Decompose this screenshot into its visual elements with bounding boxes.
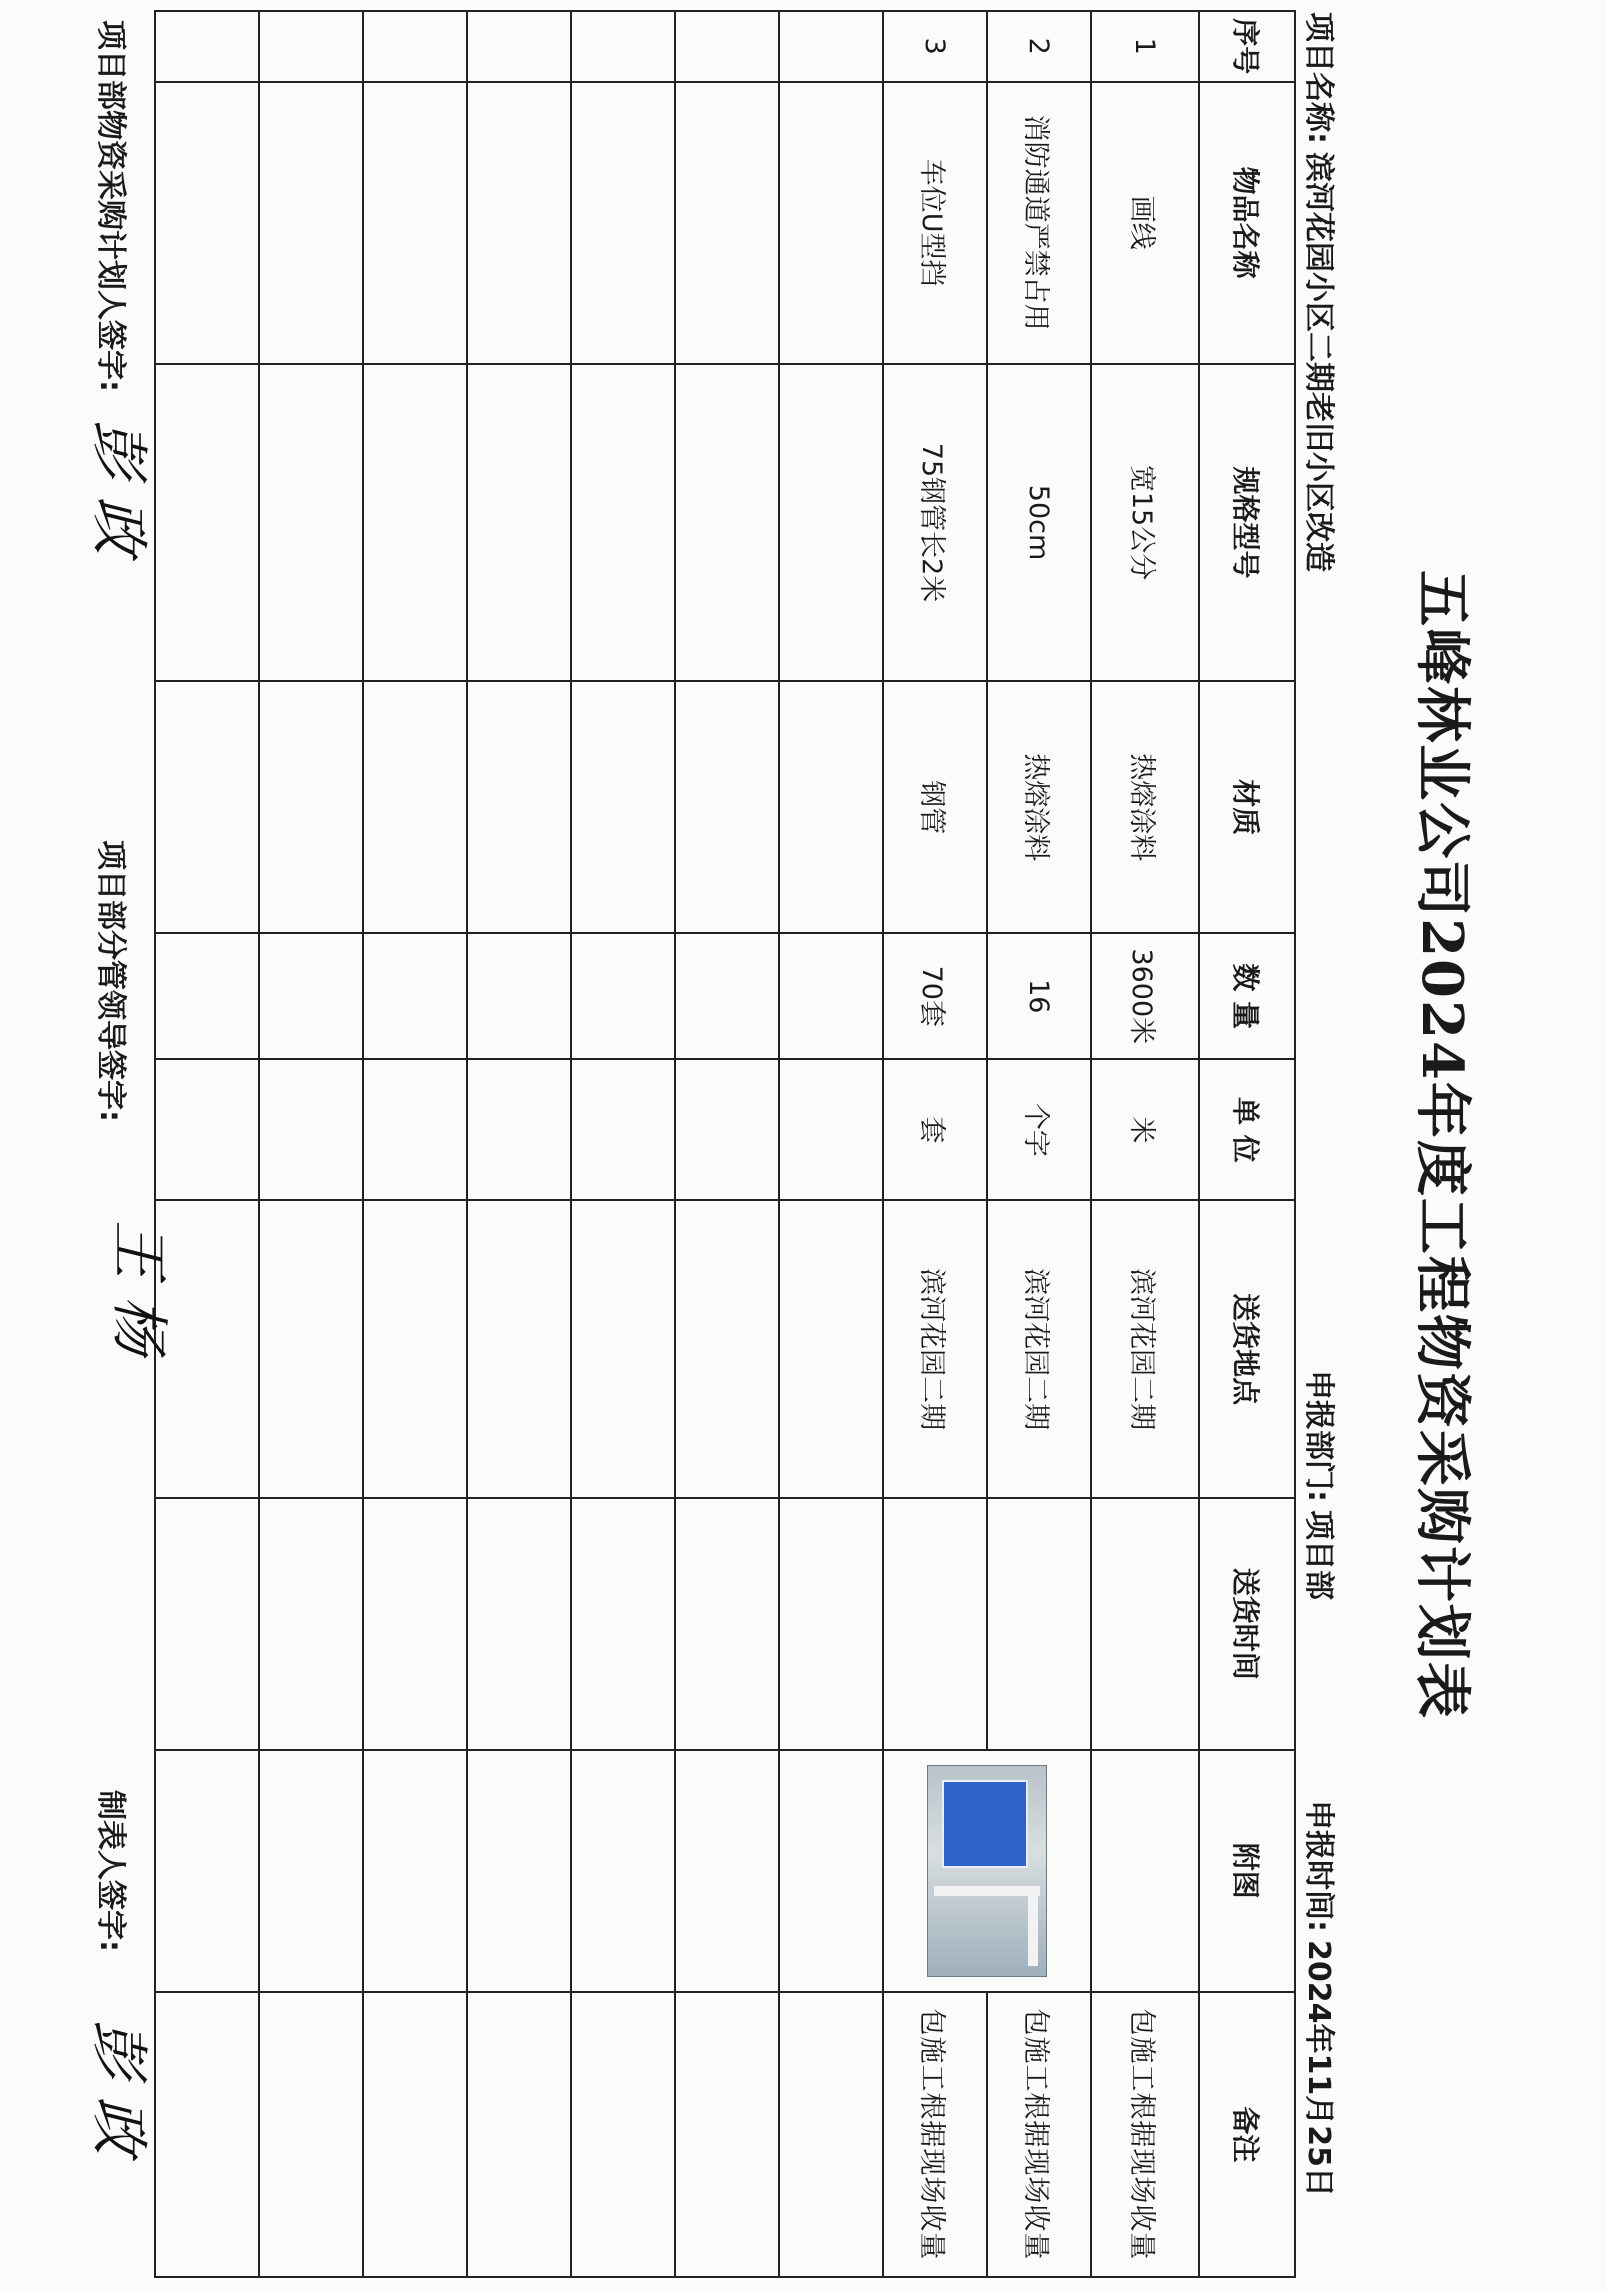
- cell-place: 滨河花园二期: [1091, 1200, 1199, 1497]
- table-row-empty: [259, 11, 363, 2277]
- maker-signature: 彭 政: [85, 2020, 153, 2155]
- cell-time: [883, 1498, 987, 1750]
- department-value: 项目部: [1301, 1510, 1336, 1600]
- col-header-remark: 备注: [1199, 1992, 1295, 2277]
- col-header-no: 序号: [1199, 11, 1295, 82]
- report-date-value: 2024年11月25日: [1301, 1940, 1336, 2197]
- table-row-empty: [675, 11, 779, 2277]
- cell-name: 车位U型挡: [883, 82, 987, 364]
- col-header-attachment: 附图: [1199, 1750, 1295, 1992]
- col-header-time: 送货时间: [1199, 1498, 1295, 1750]
- table-row: [1091, 11, 1199, 2277]
- cell-no: 2: [987, 11, 1091, 82]
- cell-spec: 50cm: [987, 364, 1091, 682]
- barrier-pole-shape: [934, 1886, 1040, 1896]
- planner-signature-label: 项目部物资采购计划人签字:: [93, 20, 128, 392]
- cell-remark: 包施工根据现场收量: [883, 1992, 987, 2277]
- leader-signature: 王 杨: [105, 1220, 173, 1355]
- report-date-label: 申报时间:: [1301, 1800, 1336, 1932]
- cell-name: 消防通道严禁占用: [987, 82, 1091, 364]
- cell-time: [1091, 1498, 1199, 1750]
- maker-signature-label: 制表人签字:: [93, 1790, 128, 1952]
- cell-unit: 套: [883, 1059, 987, 1200]
- cell-remark: 包施工根据现场收量: [1091, 1992, 1199, 2277]
- table-row-empty: [155, 11, 259, 2277]
- cell-spec: 宽15公分: [1091, 364, 1199, 682]
- col-header-place: 送货地点: [1199, 1200, 1295, 1497]
- table-row-empty: [467, 11, 571, 2277]
- cell-unit: 米: [1091, 1059, 1199, 1200]
- department-label: 申报部门:: [1301, 1370, 1336, 1502]
- page-title: 五峰林业公司2024年度工程物资采购计划表: [1409, 570, 1475, 1720]
- sign-panel-shape: [942, 1780, 1028, 1868]
- cell-qty: 3600米: [1091, 933, 1199, 1059]
- planner-signature: 彭 政: [85, 420, 153, 555]
- cell-qty: 70套: [883, 933, 987, 1059]
- project-name-field: [1300, 12, 1344, 572]
- cell-material: 钢管: [883, 681, 987, 933]
- project-name-label: 项目名称:: [1301, 12, 1336, 144]
- cell-qty: 16: [987, 933, 1091, 1059]
- col-header-name: 物品名称: [1199, 82, 1295, 364]
- cell-no: 1: [1091, 11, 1199, 82]
- cell-no: 3: [883, 11, 987, 82]
- table-row-empty: [571, 11, 675, 2277]
- cell-remark: 包施工根据现场收量: [987, 1992, 1091, 2277]
- procurement-table: [154, 10, 1296, 2278]
- col-header-unit: 单 位: [1199, 1059, 1295, 1200]
- table-row: [987, 11, 1091, 2277]
- cell-attachment: [1091, 1750, 1199, 1992]
- cell-material: 热熔涂料: [987, 681, 1091, 933]
- cell-attachment: [883, 1750, 1091, 1992]
- table-row-empty: [779, 11, 883, 2277]
- cell-place: 滨河花园二期: [987, 1200, 1091, 1497]
- report-date-field: [1300, 1800, 1344, 2197]
- cell-time: [987, 1498, 1091, 1750]
- cell-name: 画线: [1091, 82, 1199, 364]
- cell-place: 滨河花园二期: [883, 1200, 987, 1497]
- photo-thumbnail-icon[interactable]: [927, 1765, 1047, 1977]
- department-field: [1300, 1370, 1344, 1600]
- col-header-spec: 规格型号: [1199, 364, 1295, 682]
- project-name-value: 滨河花园小区二期老旧小区改造: [1301, 152, 1336, 572]
- col-header-material: 材质: [1199, 681, 1295, 933]
- table-header-row: [1199, 11, 1295, 2277]
- leader-signature-label: 项目部分管领导签字:: [93, 840, 128, 1122]
- barrier-bar-shape: [1028, 1896, 1038, 1966]
- cell-unit: 个字: [987, 1059, 1091, 1200]
- cell-material: 热熔涂料: [1091, 681, 1199, 933]
- table-row-empty: [363, 11, 467, 2277]
- col-header-qty: 数 量: [1199, 933, 1295, 1059]
- cell-spec: 75钢管长2米: [883, 364, 987, 682]
